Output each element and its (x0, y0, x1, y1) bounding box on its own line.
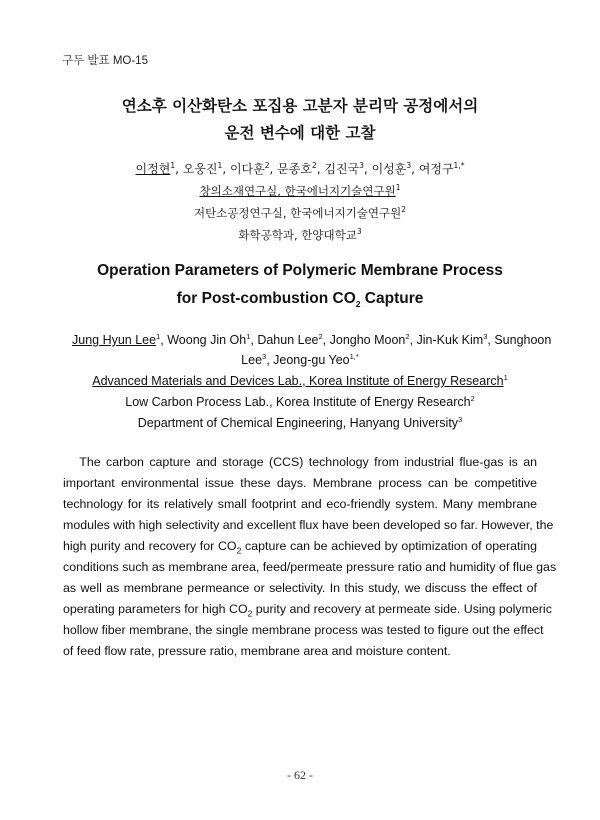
english-author: Dahun Lee (257, 333, 319, 347)
english-author: Jin-Kuk Kim (416, 333, 484, 347)
abstract-line: conditions such as membrane area, feed/permeate pressure ratio and humidity of flue gas (63, 560, 557, 574)
abstract-line: of feed flow rate, pressure ratio, membrane area and moisture content. (63, 644, 451, 658)
english-author: Lee (241, 353, 263, 367)
korean-affiliation-2: 저탄소공정연구실, 한국에너지기술연구원$^2$ (193, 205, 407, 220)
english-title-line1: Operation Parameters of Polymeric Membrane Process (97, 262, 503, 279)
english-author: Jeong-gu Yeo (273, 353, 350, 367)
english-title-line2: for Post-combustion $CO_2$ Capture (176, 290, 424, 310)
abstract-line: modules with high selectivity and excellent flux have been developed so far. However, the (63, 518, 554, 532)
korean-title-line1: 연소후 이산화탄소 포집용 고분자 분리막 공정에서의 (121, 97, 479, 115)
english-affiliation-1: Advanced Materials and Devices Lab., Korea Institute of Energy Research$^1$ (92, 372, 508, 388)
english-author: Jongho Moon (329, 333, 406, 347)
abstract-line: hollow fiber membrane, the single membrane process was tested to figure out the effect (63, 623, 544, 637)
page-number: - 62 - (287, 768, 313, 782)
korean-authors: 이정현$^1$, 오웅진$^1$, 이다훈$^2$, 문종호$^2$, 김진국$^3$, 이성훈$^3$, 여정구$^{1,*}$ (135, 161, 465, 176)
abstract-line: important environmental issue these days. Membrane process can be competitive (63, 476, 537, 490)
english-affiliation-2: Low Carbon Process Lab., Korea Institute of Energy Research$^2$ (125, 393, 475, 409)
korean-author: 김진국 (324, 162, 360, 176)
english-authors-line2: Lee$^3$, Jeong-gu Yeo$^{1,*}$ (241, 351, 359, 367)
korean-title-line2: 운전 변수에 대한 고찰 (224, 124, 376, 142)
abstract-line: as well as membrane permeance or selectivity. In this study, we discuss the effect of (63, 581, 537, 595)
abstract-line: The carbon capture and storage (CCS) technology from industrial flue-gas is an (79, 455, 537, 469)
english-author: Sunghoon (494, 333, 552, 347)
korean-author: 문종호 (277, 162, 312, 176)
korean-affiliation-1: 창의소재연구실, 한국에너지기술연구원$^1$ (199, 183, 401, 198)
korean-affiliation-3: 화학공학과, 한양대학교$^3$ (238, 227, 362, 242)
english-authors-line1: Jung Hyun Lee$^1$, Woong Jin Oh$^1$, Dahun Lee$^2$, Jongho Moon$^2$, Jin-Kuk Kim$^3$, Sunghoon (72, 331, 552, 347)
korean-author: 이정현 (135, 162, 171, 176)
abstract-line: high purity and recovery for $CO_2$ capture can be achieved by optimization of operating (63, 539, 537, 556)
session-label: 구두 발표 MO-15 (62, 55, 148, 67)
abstract-line: technology for its relatively small footprint and eco-friendly system. Many membrane (63, 497, 537, 511)
abstract-line: operating parameters for high $CO_2$ purity and recovery at permeate side. Using polymeric (63, 602, 552, 619)
korean-author: 오웅진 (182, 162, 218, 176)
korean-author: 이성훈 (371, 162, 407, 176)
abstract (63, 452, 557, 662)
korean-author: 이다훈 (229, 162, 265, 176)
english-affiliation-3: Department of Chemical Engineering, Hanyang University$^3$ (137, 414, 463, 430)
english-author: Jung Hyun Lee (72, 333, 157, 347)
korean-author: 여정구 (418, 162, 454, 176)
english-author: Woong Jin Oh (167, 333, 247, 347)
